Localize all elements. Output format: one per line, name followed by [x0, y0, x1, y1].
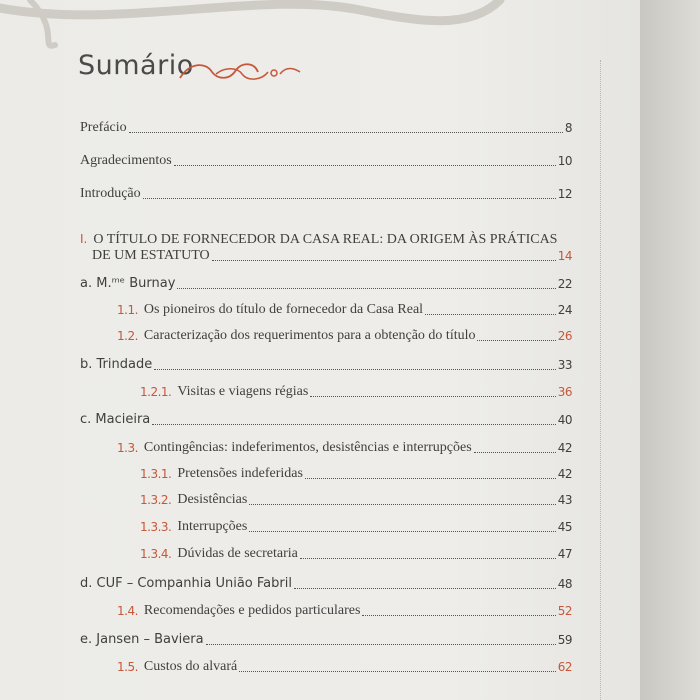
page-number: 12 — [557, 187, 572, 201]
toc-subsection — [140, 546, 572, 562]
dot-leader — [177, 288, 555, 289]
dot-leader — [174, 165, 556, 166]
entry-label: Desistências — [177, 492, 248, 507]
chapter-number: I. — [80, 232, 88, 246]
toc-entry — [80, 153, 572, 169]
dot-leader — [239, 671, 555, 672]
toc-section — [80, 412, 572, 428]
entry-label: Custos do alvará — [143, 659, 238, 674]
page-number: 40 — [557, 413, 572, 427]
flourish-ornament-icon — [176, 58, 306, 84]
page-number: 24 — [557, 303, 572, 317]
toc-subsection — [117, 328, 572, 344]
dot-leader — [154, 369, 556, 370]
dot-leader — [249, 531, 555, 532]
page-number: 47 — [557, 547, 572, 561]
section-number: 1.3.2. — [140, 493, 172, 507]
chapter-heading-line2 — [92, 248, 572, 264]
adjacent-page — [640, 0, 700, 700]
entry-label: Contingências: indeferimentos, desistências e interrupções — [143, 440, 472, 455]
page-number: 10 — [557, 154, 572, 168]
dot-leader — [143, 198, 556, 199]
entry-label: Pretensões indeferidas — [177, 466, 303, 481]
toc-section — [80, 357, 572, 373]
page-number: 45 — [557, 520, 572, 534]
entry-label: Prefácio — [80, 120, 127, 135]
dot-leader — [206, 644, 556, 645]
entry-label: Dúvidas de secretaria — [177, 546, 298, 561]
page-number: 48 — [557, 577, 572, 591]
dot-leader — [129, 132, 563, 133]
section-number: 1.5. — [117, 660, 138, 674]
dot-leader — [212, 260, 556, 261]
page-number: 42 — [557, 467, 572, 481]
section-number: 1.2.1. — [140, 385, 172, 399]
page-number: 62 — [557, 660, 572, 674]
dot-leader — [425, 314, 556, 315]
chapter-heading — [80, 232, 557, 248]
entry-label: b. Trindade — [80, 357, 153, 372]
page-number: 59 — [557, 633, 572, 647]
entry-label: Os pioneiros do título de fornecedor da Casa Real — [143, 302, 424, 317]
toc-entry — [80, 120, 572, 136]
page-number: 52 — [557, 604, 572, 618]
section-number: 1.3.3. — [140, 520, 172, 534]
toc-subsection — [117, 440, 572, 456]
section-number: 1.3. — [117, 441, 138, 455]
entry-label: DE UM ESTATUTO — [92, 248, 210, 263]
chapter-title-line1: O TÍTULO DE FORNECEDOR DA CASA REAL: DA ORIGEM ÀS PRÁTICAS — [93, 232, 558, 247]
page-number: 43 — [557, 493, 572, 507]
section-number: 1.2. — [117, 329, 138, 343]
dot-leader — [152, 424, 555, 425]
section-number: 1.3.1. — [140, 467, 172, 481]
page-number: 36 — [557, 385, 572, 399]
entry-label: c. Macieira — [80, 412, 151, 427]
toc-subsection — [140, 492, 572, 508]
entry-label: Interrupções — [177, 519, 248, 534]
entry-label: d. CUF – Companhia União Fabril — [80, 576, 292, 591]
dot-leader — [249, 504, 555, 505]
toc-subsection — [140, 519, 572, 535]
dot-leader — [477, 340, 555, 341]
page-number: 42 — [557, 441, 572, 455]
entry-label: Agradecimentos — [80, 153, 172, 168]
toc-entry — [80, 186, 572, 202]
dot-leader — [300, 558, 556, 559]
dot-leader — [305, 478, 556, 479]
dot-leader — [362, 615, 555, 616]
entry-label: Introdução — [80, 186, 141, 201]
entry-label: a. M.ᵐᵉ Burnay — [80, 276, 176, 291]
entry-label: e. Jansen – Baviera — [80, 632, 204, 647]
toc-section — [80, 576, 572, 592]
toc-subsection — [117, 603, 572, 619]
toc-subsection — [117, 659, 572, 675]
dot-leader — [474, 452, 556, 453]
section-number: 1.4. — [117, 604, 138, 618]
page-number: 14 — [557, 249, 572, 263]
page-number: 22 — [557, 277, 572, 291]
page-title: Sumário — [78, 50, 194, 81]
page-number: 26 — [557, 329, 572, 343]
entry-label: Recomendações e pedidos particulares — [143, 603, 361, 618]
entry-label: Visitas e viagens régias — [177, 384, 309, 399]
section-number: 1.3.4. — [140, 547, 172, 561]
dot-leader — [294, 588, 556, 589]
entry-label: Caracterização dos requerimentos para a obtenção do título — [143, 328, 476, 343]
dot-leader — [310, 396, 555, 397]
toc-subsection — [140, 384, 572, 400]
toc-section — [80, 276, 572, 292]
page-number: 8 — [564, 121, 572, 135]
section-number: 1.1. — [117, 303, 138, 317]
toc-subsection — [140, 466, 572, 482]
page-number: 33 — [557, 358, 572, 372]
toc-section — [80, 632, 572, 648]
page-edge — [600, 60, 603, 700]
toc-subsection — [117, 302, 572, 318]
